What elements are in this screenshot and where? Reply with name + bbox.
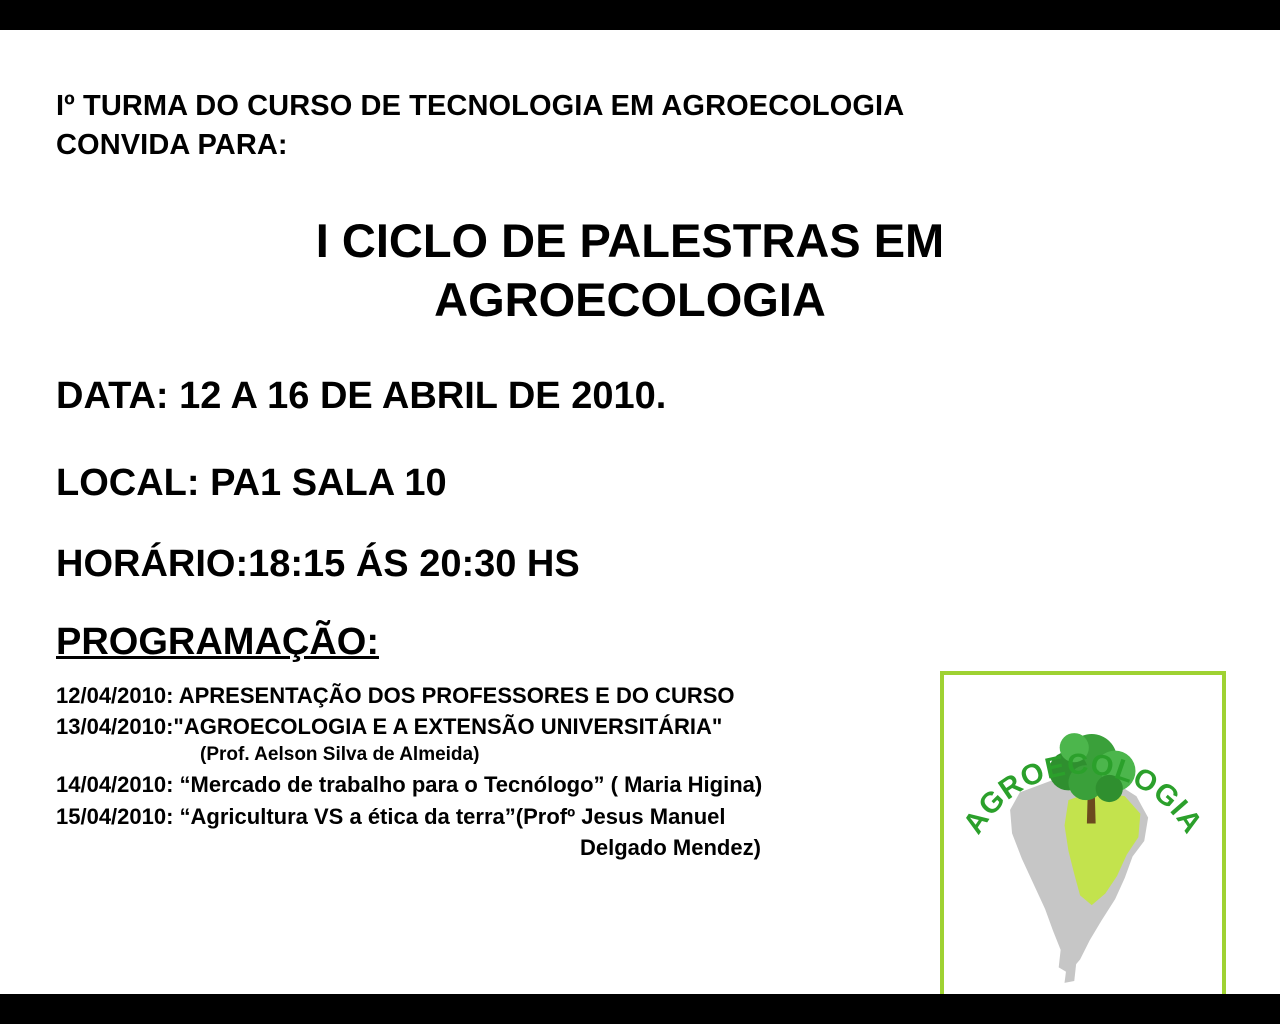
bottom-black-band xyxy=(0,994,1280,1024)
schedule-item-continued: Delgado Mendez) xyxy=(580,834,761,860)
logo-word: AGROECOLOGIA xyxy=(957,748,1209,840)
invite-heading xyxy=(56,87,1136,166)
top-black-band xyxy=(0,0,1280,30)
invite-line-1: Iº TURMA DO CURSO DE TECNOLOGIA EM AGROECOLOGIA xyxy=(56,90,905,122)
schedule-item: 12/04/2010: APRESENTAÇÃO DOS PROFESSORES E DO CURSO xyxy=(56,683,735,708)
agroecologia-logo xyxy=(940,671,1226,1009)
schedule-item: 14/04/2010: “Mercado de trabalho para o Tecnólogo” ( Maria Higina) xyxy=(56,772,763,798)
event-location: LOCAL: PA1 SALA 10 xyxy=(56,462,447,504)
event-date: DATA: 12 A 16 DE ABRIL DE 2010. xyxy=(56,375,667,417)
program-heading: PROGRAMAÇÃO: xyxy=(56,621,379,663)
schedule-item-speaker: (Prof. Aelson Silva de Almeida) xyxy=(200,744,480,766)
program-schedule xyxy=(56,680,916,863)
slide-content xyxy=(0,30,1280,994)
invite-line-2: CONVIDA PARA: xyxy=(56,129,288,162)
schedule-item: 13/04/2010:"AGROECOLOGIA E A EXTENSÃO UNIVERSITÁRIA" xyxy=(56,714,723,740)
event-title: I CICLO DE PALESTRAS EM AGROECOLOGIA xyxy=(315,214,945,326)
schedule-item: 15/04/2010: “Agricultura VS a ética da terra”(Profº Jesus Manuel xyxy=(56,803,726,829)
event-time: HORÁRIO:18:15 ÁS 20:30 HS xyxy=(56,543,580,585)
logo-arc-text xyxy=(944,675,1222,1005)
